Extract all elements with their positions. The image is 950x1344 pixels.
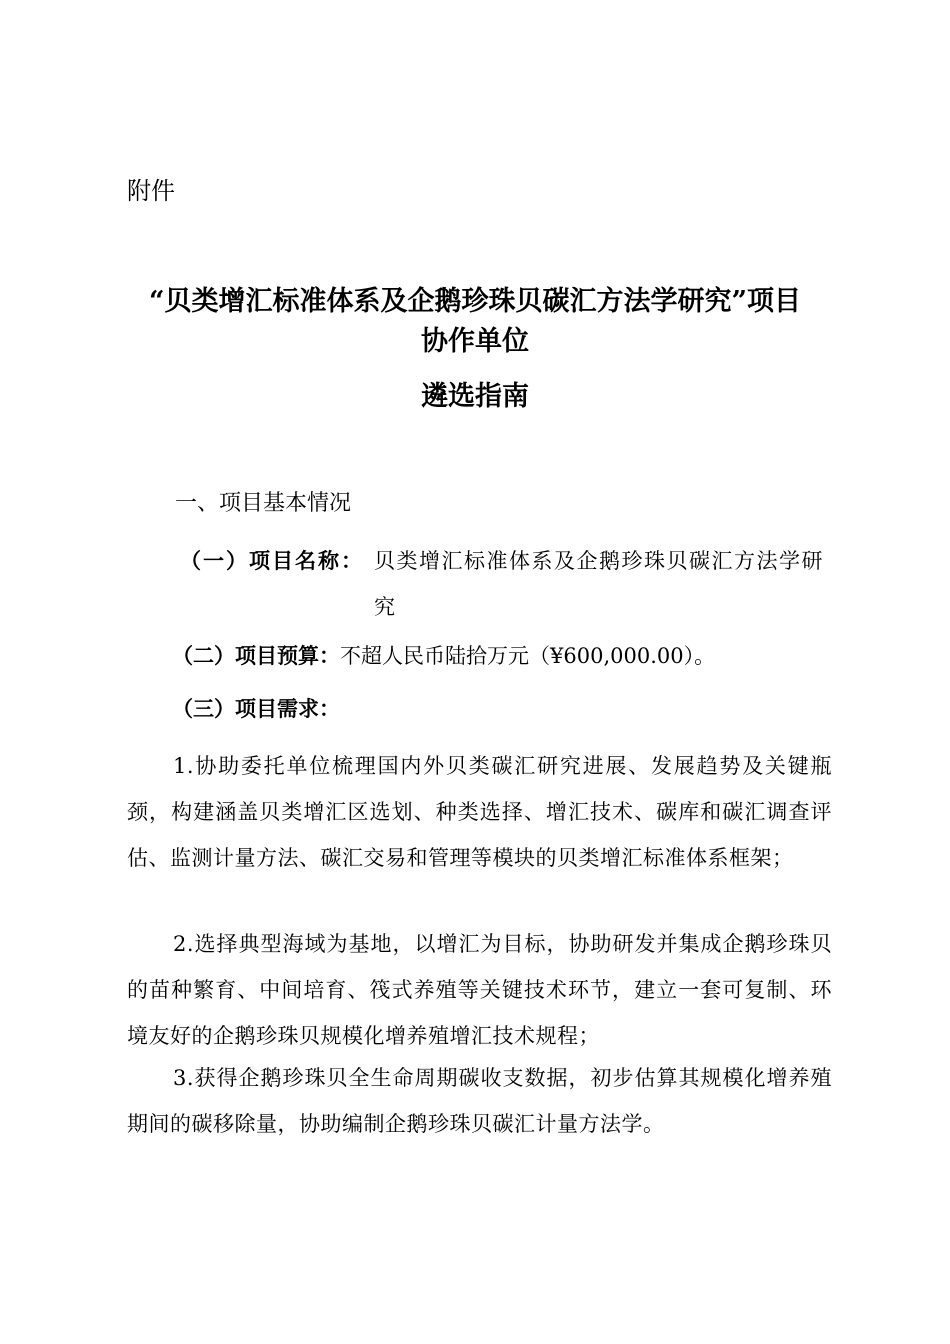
project-name-value: 贝类增汇标准体系及企鹅珍珠贝碳汇方法学研究 xyxy=(374,549,824,619)
project-budget-value: 不超人民币陆拾万元（¥600,000.00）。 xyxy=(340,644,716,668)
project-needs-item xyxy=(172,692,340,726)
requirement-paragraph-3: 3.获得企鹅珍珠贝全生命周期碳收支数据，初步估算其规模化增养殖期间的碳移除量，协助编制企鹅珍珠贝碳汇计量方法学。 xyxy=(127,1066,832,1136)
section-heading-basic-info: 一、项目基本情况 xyxy=(175,491,352,516)
requirement-paragraph-2: 2.选择典型海域为基地，以增汇为目标，协助研发并集成企鹅珍珠贝的苗种繁育、中间培育、筏式养殖等关键技术环节，建立一套可复制、环境友好的企鹅珍珠贝规模化增养殖增汇技术规程； xyxy=(127,932,832,1048)
project-name-label: （一）项目名称： xyxy=(180,549,364,573)
attachment-label: 附件 xyxy=(127,177,175,205)
document-title-line-2: 协作单位 xyxy=(421,326,529,357)
requirement-paragraph-1: 1.协助委托单位梳理国内外贝类碳汇研究进展、发展趋势及关键瓶颈，构建涵盖贝类增汇区选划、种类选择、增汇技术、碳库和碳汇调查评估、监测计量方法、碳汇交易和管理等模块的贝类增汇标准体系框架； xyxy=(127,754,832,870)
project-budget-label: （二）项目预算： xyxy=(172,644,340,668)
document-title-line-1: “贝类增汇标准体系及企鹅珍珠贝碳汇方法学研究”项目 xyxy=(148,286,802,317)
project-name-item xyxy=(180,544,840,630)
project-budget-item xyxy=(172,639,715,673)
document-title-line-3: 遴选指南 xyxy=(421,381,529,412)
project-needs-label: （三）项目需求： xyxy=(172,697,340,721)
